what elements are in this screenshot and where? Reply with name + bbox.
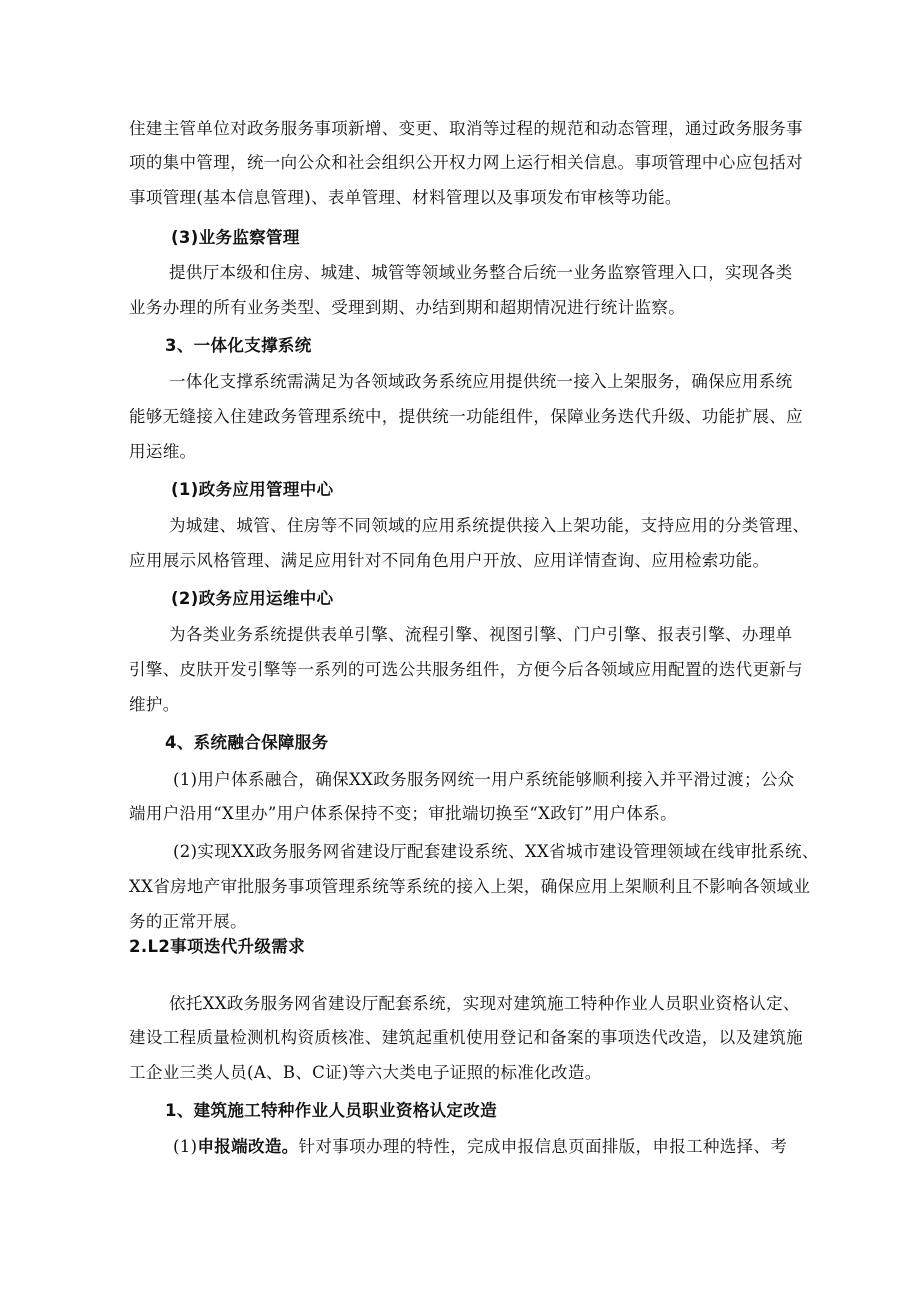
paragraph-line: (2)实现XX政务服务网省建设厅配套建设系统、XX省城市建设管理领域在线审批系统、 bbox=[173, 842, 819, 861]
paragraph-line: 业务办理的所有业务类型、受理到期、办结到期和超期情况进行统计监察。 bbox=[129, 298, 686, 317]
paragraph-line: 住建主管单位对政务服务事项新增、变更、取消等过程的规范和动态管理，通过政务服务事 bbox=[129, 119, 803, 138]
paragraph-line: 端用户沿用“X里办”用户体系保持不变；审批端切换至“X政钉”用户体系。 bbox=[129, 804, 677, 823]
paragraph-line: 为城建、城管、住房等不同领域的应用系统提供接入上架功能，支持应用的分类管理、 bbox=[169, 516, 810, 535]
subsection-heading: (1)政务应用管理中心 bbox=[171, 480, 334, 499]
chapter-heading: 2.L2事项迭代升级需求 bbox=[129, 937, 305, 956]
paragraph-line: 依托XX政务服务网省建设厅配套系统，实现对建筑施工特种作业人员职业资格认定、 bbox=[169, 994, 800, 1013]
paragraph-line: 应用展示风格管理、满足应用针对不同角色用户开放、应用详情查询、应用检索功能。 bbox=[129, 551, 770, 570]
paragraph-line: 引擎、皮肤开发引擎等一系列的可选公共服务组件，方便今后各领域应用配置的迭代更新与 bbox=[129, 660, 803, 679]
paragraph-line: 为各类业务系统提供表单引擎、流程引擎、视图引擎、门户引擎、报表引擎、办理单 bbox=[169, 625, 793, 644]
paragraph-line: 建设工程质量检测机构资质核准、建筑起重机使用登记和备案的事项迭代改造，以及建筑施 bbox=[129, 1028, 803, 1047]
item-text: 针对事项办理的特性，完成申报信息页面排版，申报工种选择、考 bbox=[298, 1137, 788, 1156]
subsection-heading: (3)业务监察管理 bbox=[171, 228, 300, 247]
paragraph-line: XX省房地产审批服务事项管理系统等系统的接入上架，确保应用上架顺利且不影响各领域业 bbox=[129, 877, 811, 896]
paragraph-line bbox=[173, 1136, 787, 1158]
paragraph-line: 项的集中管理，统一向公众和社会组织公开权力网上运行相关信息。事项管理中心应包括对 bbox=[129, 153, 803, 172]
paragraph-line: 能够无缝接入住建政务管理系统中，提供统一功能组件，保障业务迭代升级、功能扩展、应 bbox=[129, 407, 803, 426]
paragraph-line: 一体化支撑系统需满足为各领域政务系统应用提供统一接入上架服务，确保应用系统 bbox=[169, 372, 793, 391]
paragraph-line: 用运维。 bbox=[129, 442, 197, 461]
paragraph-line: 工企业三类人员(A、B、C证)等六大类电子证照的标准化改造。 bbox=[129, 1063, 602, 1082]
paragraph-line: 提供厅本级和住房、城建、城管等领域业务整合后统一业务监察管理入口，实现各类 bbox=[169, 263, 793, 282]
subsection-heading: (2)政务应用运维中心 bbox=[171, 589, 334, 608]
paragraph-line: (1)用户体系融合，确保XX政务服务网统一用户系统能够顺利接入并平滑过渡；公众 bbox=[173, 770, 795, 789]
section-heading: 1、建筑施工特种作业人员职业资格认定改造 bbox=[165, 1101, 497, 1120]
item-number: (1) bbox=[173, 1137, 198, 1156]
paragraph-line: 务的正常开展。 bbox=[129, 912, 247, 931]
item-lead: 申报端改造。 bbox=[197, 1137, 299, 1156]
section-heading: 3、一体化支撑系统 bbox=[165, 336, 312, 355]
paragraph-line: 事项管理(基本信息管理)、表单管理、材料管理以及事项发布审核等功能。 bbox=[129, 188, 682, 207]
section-heading: 4、系统融合保障服务 bbox=[165, 733, 329, 752]
paragraph-line: 维护。 bbox=[129, 695, 180, 714]
